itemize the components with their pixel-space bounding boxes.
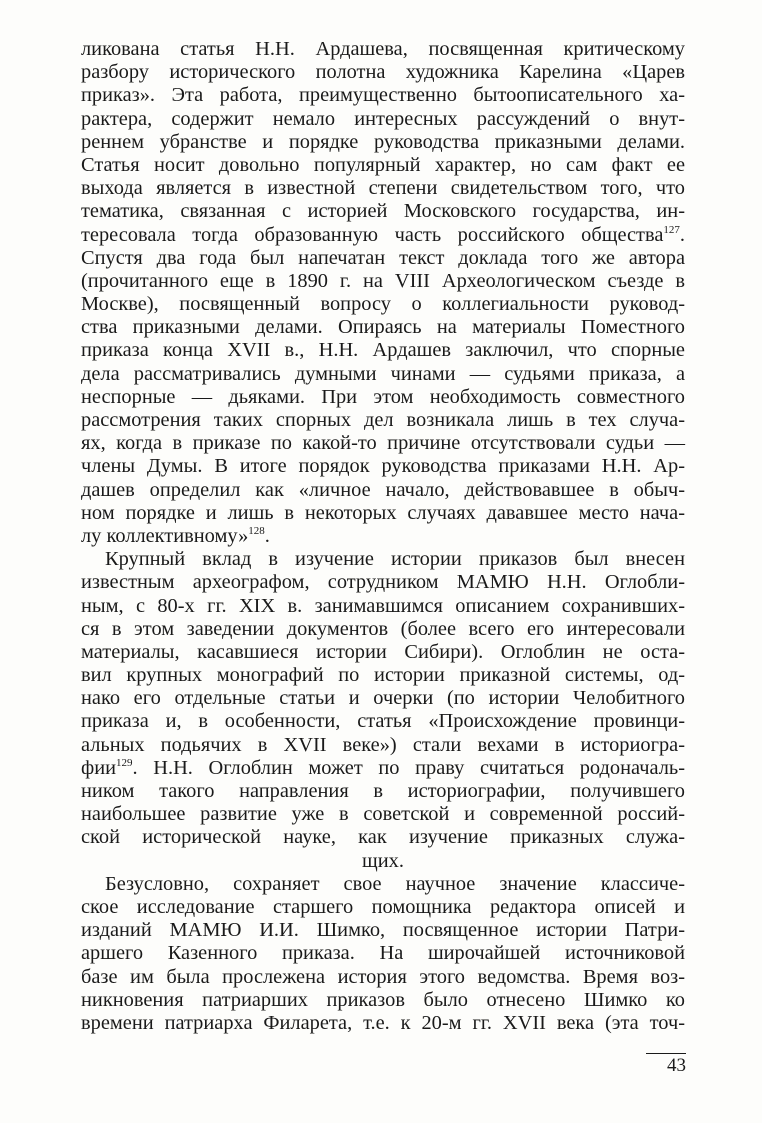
text-line: ское исследование старшего помощника редактора описей и bbox=[81, 895, 685, 918]
text-line: приказа и, в особенности, статья «Происхождение провинци- bbox=[81, 710, 685, 733]
text-line: приказ». Эта работа, преимущественно бытоописательного ха- bbox=[81, 84, 685, 107]
text-line: реннем убранстве и порядке руководства приказными делами. bbox=[81, 130, 685, 153]
text-line: лу коллективному»$^{128}$. bbox=[81, 524, 270, 547]
text-line: неспорные — дьяками. При этом необходимость совместного bbox=[81, 385, 685, 408]
text-line-fragment: тересовала тогда образованную часть российского общества bbox=[81, 223, 664, 246]
text-line: Спустя два года был напечатан текст доклада того же автора bbox=[81, 246, 685, 269]
text-line: изданий МАМЮ И.И. Шимко, посвященное истории Патри- bbox=[81, 919, 685, 942]
text-line: ным, с 80-х гг. XIX в. занимавшимся описанием сохранивших- bbox=[81, 594, 685, 617]
text-line: щих. bbox=[362, 849, 404, 872]
text-line: дела рассматривались думными чинами — судьями приказа, а bbox=[81, 362, 685, 385]
footnote-ref-127[interactable]: 127 bbox=[663, 223, 680, 236]
text-line: аршего Казенного приказа. На широчайшей источниковой bbox=[81, 942, 685, 965]
text-line: Крупный вклад в изучение истории приказов был внесен bbox=[105, 548, 685, 571]
text-line: Безусловно, сохраняет свое научное значение классиче- bbox=[105, 872, 685, 895]
text-line: ства приказными делами. Опираясь на материалы Поместного bbox=[81, 316, 685, 339]
text-line-fragment: лу коллективному» bbox=[81, 524, 249, 547]
body-text bbox=[81, 38, 685, 1035]
text-line: ской исторической науке, как изучение приказных служа- bbox=[81, 826, 685, 849]
text-line bbox=[81, 757, 685, 780]
text-line: ся в этом заведении документов (более всего его интересовали bbox=[81, 617, 685, 640]
text-line-fragment: . Н.Н. Оглоблин может по праву считаться родоначаль- bbox=[132, 756, 685, 779]
text-line: члены Думы. В итоге порядок руководства приказами Н.Н. Ар- bbox=[81, 455, 685, 478]
footnote-ref-129[interactable]: 129 bbox=[116, 756, 133, 769]
text-line: тематика, связанная с историей Московского государства, ин- bbox=[81, 200, 685, 223]
text-line: нако его отдельные статьи и очерки (по истории Челобитного bbox=[81, 687, 685, 710]
text-line: ном порядке и лишь в некоторых случаях дававшее место нача- bbox=[81, 501, 685, 524]
footnote-ref-128[interactable]: 128 bbox=[248, 524, 265, 537]
text-line: материалы, касавшиеся истории Сибири). Оглоблин не оста- bbox=[81, 640, 685, 663]
text-line: выхода является в известной степени свидетельством того, что bbox=[81, 177, 685, 200]
text-line: Статья носит довольно популярный характер, но сам факт ее bbox=[81, 153, 685, 176]
text-line: альных подьячих в XVII веке») стали вехами в историогра- bbox=[81, 733, 685, 756]
text-line-fragment: фии bbox=[81, 756, 117, 779]
text-line: (прочитанного еще в 1890 г. на VIII Археологическом съезде в bbox=[81, 269, 685, 292]
text-line: базе им была прослежена история этого ведомства. Время воз- bbox=[81, 965, 685, 988]
text-line: рассмотрения таких спорных дел возникала лишь в тех случа- bbox=[81, 409, 685, 431]
page-number: 43 bbox=[667, 1055, 686, 1076]
text-line: ником такого направления в историографии, получившего bbox=[81, 780, 685, 802]
text-line: ях, когда в приказе по какой-то причине отсутствовали судьи — bbox=[81, 432, 685, 455]
text-line: тересовала тогда образованную часть российского общества$^{127}$. bbox=[81, 223, 685, 246]
text-line: разбору исторического полотна художника Карелина «Царев bbox=[81, 61, 685, 84]
text-line: никновения патриарших приказов было отнесено Шимко ко bbox=[81, 988, 685, 1011]
text-line: наибольшее развитие уже в советской и современной россий- bbox=[81, 803, 685, 826]
text-line: Москве), посвященный вопросу о коллегиальности руковод- bbox=[81, 293, 685, 316]
text-line: ликована статья Н.Н. Ардашева, посвященная критическому bbox=[81, 38, 685, 60]
text-line: приказа конца XVII в., Н.Н. Ардашев заключил, что спорные bbox=[81, 339, 685, 362]
text-line: времени патриарха Филарета, т.е. к 20-м гг. XVII века (эта точ- bbox=[81, 1011, 685, 1034]
page-number-rule bbox=[646, 1053, 686, 1054]
text-line: рактера, содержит немало интересных рассуждений о внут- bbox=[81, 107, 685, 130]
text-line: вил крупных монографий по истории приказной системы, од- bbox=[81, 664, 685, 687]
text-line: дашев определил как «личное начало, действовавшее в обыч- bbox=[81, 478, 685, 501]
text-line: известным археографом, сотрудником МАМЮ Н.Н. Оглобли- bbox=[81, 571, 685, 594]
